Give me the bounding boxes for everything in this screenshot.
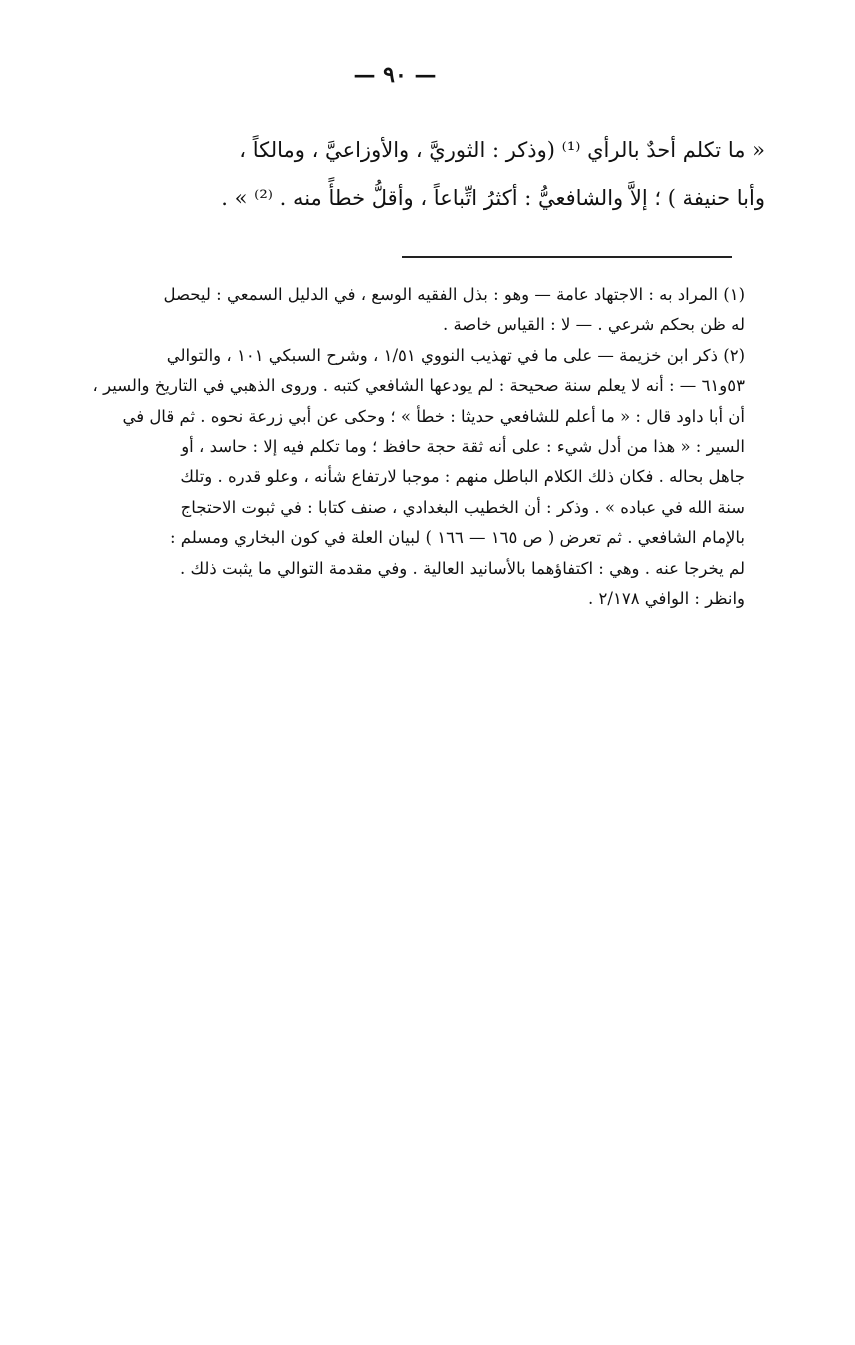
footnote-line: أن أبا داود قال : « ما أعلم للشافعي حديثا : خطأ » ؛ وحكى عن أبي زرعة نحوه . ثم قال في: [122, 406, 745, 426]
main-text-line: « ما تكلم أحدٌ بالرأي ⁽¹⁾ (وذكر : الثوريَّ ، والأوزاعيَّ ، ومالكاً ،: [239, 138, 765, 162]
footnote-line: (١) المراد به : الاجتهاد عامة — وهو : بذل الفقيه الوسع ، في الدليل السمعي : ليحصل: [163, 285, 745, 304]
footnote-line: بالإمام الشافعي . ثم تعرض ( ص ١٦٥ — ١٦٦ ) لبيان العلة في كون البخاري ومسلم :: [169, 528, 745, 548]
footnote-line: السير : « هذا من أدل شيء : على أنه ثقة حجة حافظ ؛ وما تكلم فيه إلا : حاسد ، أو: [181, 437, 745, 457]
main-text: [60, 126, 765, 222]
footnote-line: لم يخرجا عنه . وهي : اكتفاؤهما بالأسانيد العالية . وفي مقدمة التوالي ما يثبت ذلك .: [180, 558, 745, 578]
footnote-line: (٢) ذكر ابن خزيمة — على ما في تهذيب النووي ١/٥١ ، وشرح السبكي ١٠١ ، والتوالي: [166, 345, 745, 365]
footnotes: [30, 280, 745, 614]
footnote-line: جاهل بحاله . فكان ذلك الكلام الباطل منهم : موجبا لارتفاع شأنه ، وعلو قدره . وتلك: [180, 467, 745, 487]
footnote-separator: [402, 256, 732, 258]
footnote-line: له ظن بحكم شرعي . — لا : القياس خاصة .: [442, 315, 745, 335]
footnote-line: وانظر : الوافي ٢/١٧٨ .: [588, 589, 745, 609]
page-number: — ٩٠ —: [353, 62, 437, 88]
footnote-line: سنة الله في عباده » . وذكر : أن الخطيب البغدادي ، صنف كتابا : في ثبوت الاحتجاج: [180, 497, 745, 517]
footnote-line: ٥٣و٦١ — : أنه لا يعلم سنة صحيحة : لم يودعها الشافعي كتبه . وروى الذهبي في التاريخ والسير ،: [92, 376, 745, 396]
main-text-line: وأبا حنيفة ) ؛ إلاَّ والشافعيُّ : أكثرُ اتِّباعاً ، وأقلُّ خطأً منه . ⁽²⁾ » .: [221, 186, 765, 210]
